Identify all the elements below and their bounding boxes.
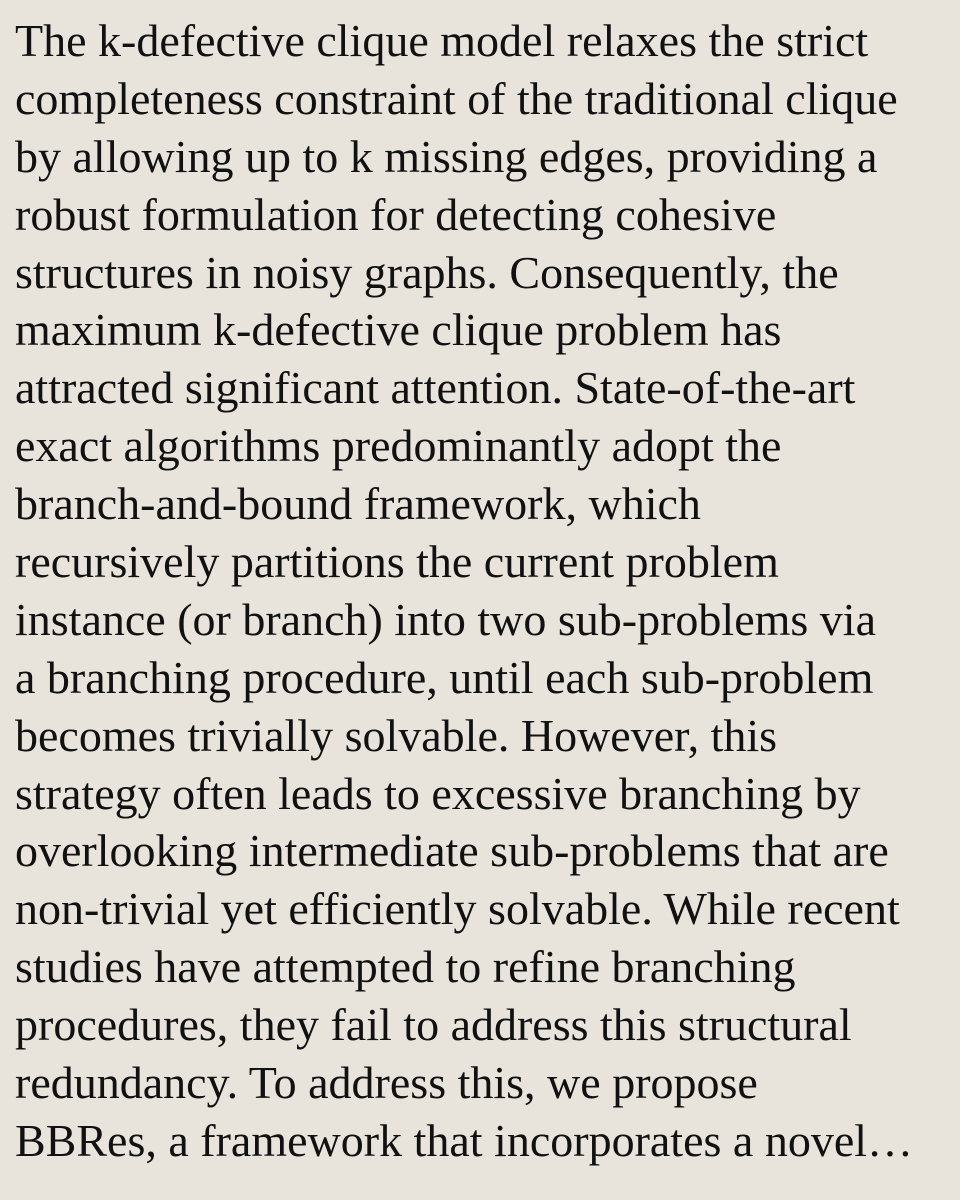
text-line: The k-defective clique model relaxes the strict <box>15 15 869 66</box>
text-line: redundancy. To address this, we propose <box>15 1057 758 1109</box>
text-line: exact algorithms predominantly adopt the <box>15 420 782 472</box>
text-line: procedures, they fail to address this structural <box>15 999 852 1051</box>
text-line: by allowing up to k missing edges, providing a <box>15 130 878 182</box>
text-line: maximum k-defective clique problem has <box>15 304 782 356</box>
text-line: recursively partitions the current problem <box>15 536 779 588</box>
text-line: studies have attempted to refine branching <box>15 941 796 993</box>
text-line: completeness constraint of the traditional clique <box>15 72 898 124</box>
text-line: strategy often leads to excessive branching by <box>15 767 861 819</box>
text-line: non-trivial yet efficiently solvable. While recent <box>15 883 900 935</box>
text-line: instance (or branch) into two sub-problems via <box>15 593 876 645</box>
text-line: attracted significant attention. State-of-the-art <box>15 362 856 414</box>
text-line: branch-and-bound framework, which <box>15 478 701 530</box>
text-line: robust formulation for detecting cohesive <box>15 188 777 240</box>
text-line: becomes trivially solvable. However, this <box>15 709 778 761</box>
abstract-paragraph <box>15 12 960 1170</box>
text-line: a branching procedure, until each sub-problem <box>15 651 874 703</box>
text-line: BBRes, a framework that incorporates a novel… <box>15 1114 914 1166</box>
text-line: overlooking intermediate sub-problems that are <box>15 825 889 877</box>
text-line: structures in noisy graphs. Consequently, the <box>15 246 839 298</box>
